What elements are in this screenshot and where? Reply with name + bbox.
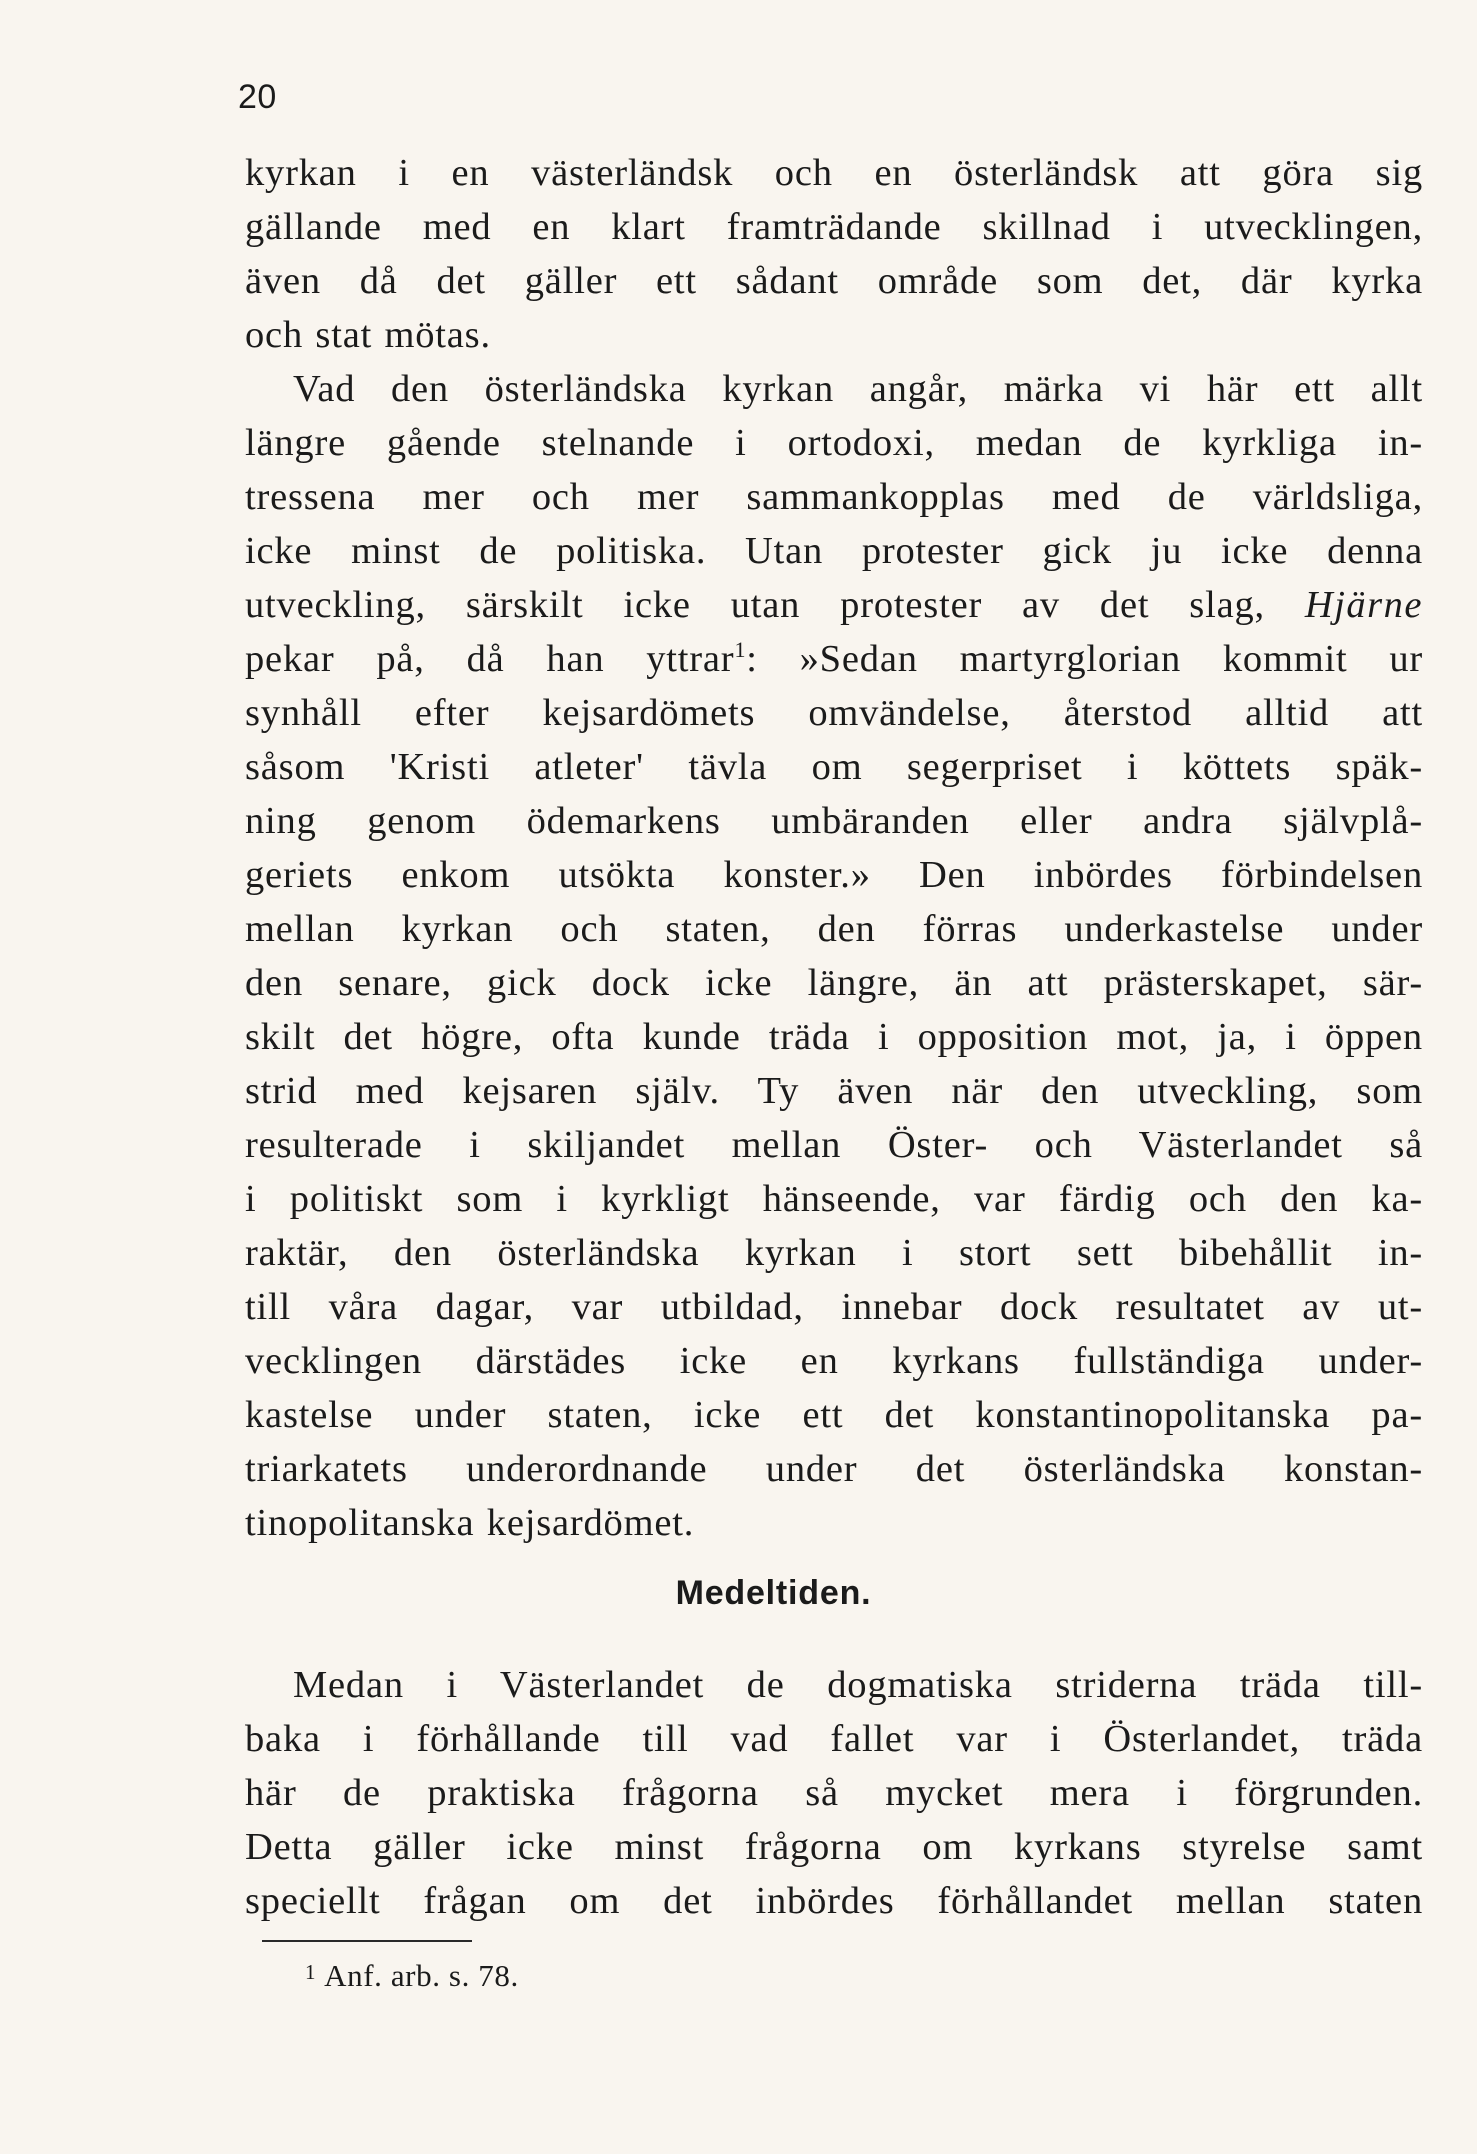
text-line: mellan kyrkan och staten, den förras underkastelse under <box>245 908 1423 950</box>
text-line <box>245 632 1423 686</box>
text-line: tinopolitanska kejsardömet. <box>245 1502 695 1544</box>
text-line: Vad den österländska kyrkan angår, märka vi här ett allt <box>293 368 1423 410</box>
text-fragment: : »Sedan martyrglorian kommit ur <box>746 638 1423 680</box>
text-line: geriets enkom utsökta konster.» Den inbördes förbindelsen <box>245 854 1423 896</box>
text-line: den senare, gick dock icke längre, än att prästerskapet, sär- <box>245 962 1423 1004</box>
text-line: till våra dagar, var utbildad, innebar dock resultatet av ut- <box>245 1286 1423 1328</box>
text-line: Detta gäller icke minst frågorna om kyrkans styrelse samt <box>245 1826 1423 1868</box>
text-line: även då det gäller ett sådant område som det, där kyrka <box>245 260 1423 302</box>
text-line: ning genom ödemarkens umbäranden eller andra självplå- <box>245 800 1423 842</box>
text-line: skilt det högre, ofta kunde träda i opposition mot, ja, i öppen <box>245 1016 1423 1058</box>
footnote-reference: 1 <box>734 637 747 662</box>
text-line: synhåll efter kejsardömets omvändelse, återstod alltid att <box>245 692 1423 734</box>
body-text <box>245 1658 1423 1928</box>
text-line: strid med kejsaren själv. Ty även när den utveckling, som <box>245 1070 1423 1112</box>
text-line: icke minst de politiska. Utan protester gick ju icke denna <box>245 530 1423 572</box>
footnote-text: Anf. arb. s. 78. <box>324 1958 519 1993</box>
text-line: såsom 'Kristi atleter' tävla om segerpriset i köttets späk- <box>245 746 1423 788</box>
page-number: 20 <box>238 78 277 116</box>
text-line: tressena mer och mer sammankopplas med de världsliga, <box>245 476 1423 518</box>
text-line: resulterade i skiljandet mellan Öster- och Västerlandet så <box>245 1124 1423 1166</box>
footnote-mark: 1 <box>305 1960 317 1984</box>
footnote <box>305 1960 519 1991</box>
text-line: Medan i Västerlandet de dogmatiska striderna träda till- <box>293 1664 1423 1706</box>
text-fragment: utveckling, särskilt icke utan protester av det slag, <box>245 584 1265 626</box>
text-line: kyrkan i en västerländsk och en österländsk att göra sig <box>245 152 1423 194</box>
text-line: kastelse under staten, icke ett det konstantinopolitanska pa- <box>245 1394 1423 1436</box>
text-line: här de praktiska frågorna så mycket mera i förgrunden. <box>245 1772 1423 1814</box>
text-line: baka i förhållande till vad fallet var i Österlandet, träda <box>245 1718 1423 1760</box>
text-line: triarkatets underordnande under det österländska konstan- <box>245 1448 1423 1490</box>
footnote-divider <box>262 1940 472 1942</box>
text-line <box>245 578 1423 632</box>
text-line: längre gående stelnande i ortodoxi, medan de kyrkliga in- <box>245 422 1423 464</box>
text-line: vecklingen därstädes icke en kyrkans fullständiga under- <box>245 1340 1423 1382</box>
text-line: speciellt frågan om det inbördes förhållandet mellan staten <box>245 1880 1423 1922</box>
author-name: Hjärne <box>1304 584 1423 626</box>
text-line: gällande med en klart framträdande skillnad i utvecklingen, <box>245 206 1423 248</box>
section-heading-text: Medeltiden. <box>675 1574 872 1612</box>
text-line: och stat mötas. <box>245 314 491 356</box>
text-line: raktär, den österländska kyrkan i stort sett bibehållit in- <box>245 1232 1423 1274</box>
section-heading <box>0 1576 1477 1610</box>
body-text <box>245 146 1423 1550</box>
text-fragment: pekar på, då han yttrar <box>245 638 735 680</box>
text-line: i politiskt som i kyrkligt hänseende, var färdig och den ka- <box>245 1178 1423 1220</box>
